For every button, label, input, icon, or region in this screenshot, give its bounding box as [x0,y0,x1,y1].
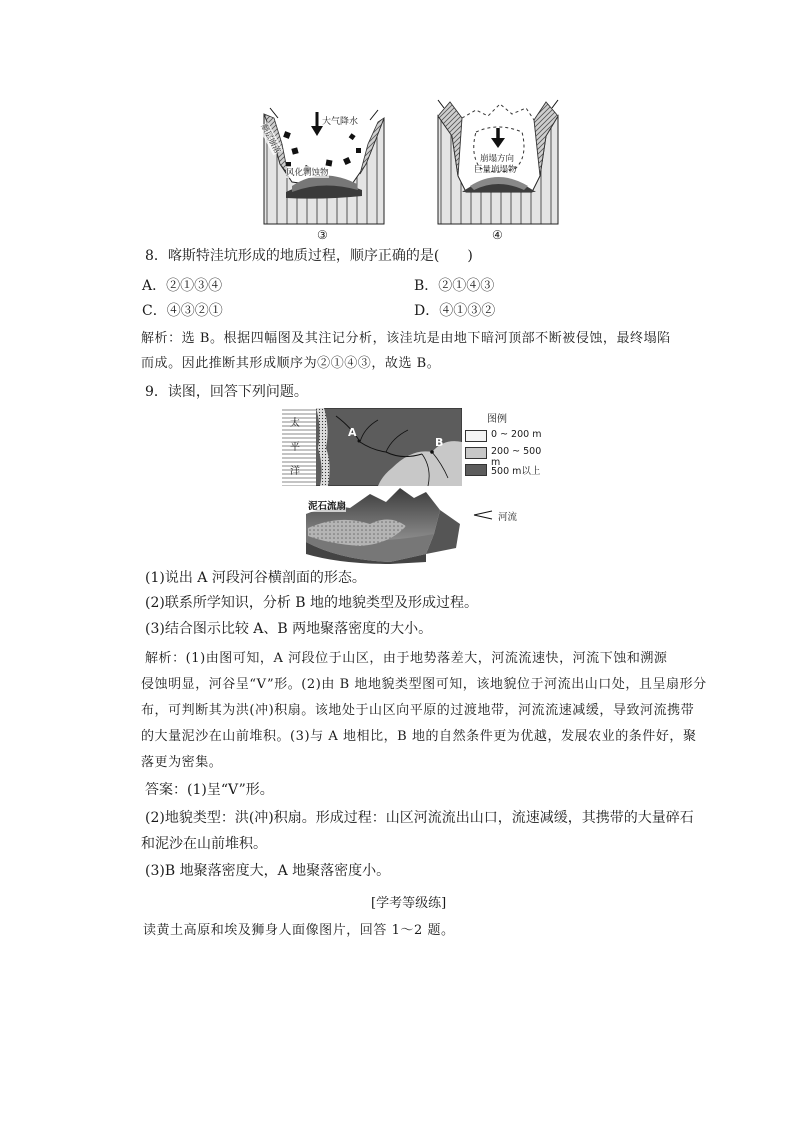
section-intro: 读黄土高原和埃及狮身人面像图片，回答 1～2 题。 [143,923,455,938]
figure-4-label-debris: 巨量崩塌物 [474,165,517,175]
q9-map-ocean-char-2: 平 [290,442,300,453]
q9-fan-block-svg [300,484,464,564]
q9-legend-swatch-3 [465,464,487,476]
q9-river-legend [472,507,532,523]
q9-map-point-b: B [435,436,444,449]
q9-solution-line-4: 的大量泥沙在山前堆积。(3)与 A 地相比，B 地的自然条件更为优越，发展农业的条件好，聚 [141,729,697,744]
river-icon [472,507,494,523]
q9-legend-item-1 [465,429,545,442]
q9-solution-line-2: 侵蚀明显，河谷呈“V”形。(2)由 B 地地貌类型图可知，该地貌位于河流出山口处，且呈扇形分 [141,677,707,692]
q9-legend-swatch-1 [465,430,487,442]
q9-solution-line-1: 解析：(1)由图可知，A 河段位于山区，由于地势落差大，河流流速快，河流下蚀和溯源 [145,651,668,666]
q9-map-ocean-char-3: 洋 [290,466,300,477]
q9-legend-title: 图例 [487,414,507,425]
q9-map-ocean-char-1: 太 [290,418,300,429]
figure-4-label-direction: 崩塌方向 [480,154,515,164]
q9-stem: 9．读图，回答下列问题。 [145,384,308,400]
q9-legend-swatch-2 [465,447,487,459]
figure-3-rock-label: 风化剥蚀物 [286,168,329,178]
q9-legend-item-2 [465,446,545,468]
figure-3 [259,104,386,226]
q9-answer-line-4: (3)B 地聚落密度大，A 地聚落密度小。 [145,863,391,879]
q9-river-label: 河流 [498,512,518,523]
q9-legend-label-3: 500 m以上 [491,466,541,477]
q9-sub-question-1: (1)说出 A 河段河谷横剖面的形态。 [145,570,366,586]
section-title: [学考等级练] [371,896,447,911]
q9-sub-question-2: (2)联系所学知识，分析 B 地的地貌类型及形成过程。 [145,595,479,611]
figure-3-rain-label: 大气降水 [322,117,359,127]
q8-solution-line-1: 解析：选 B。根据四幅图及其注记分析，该洼坑是由地下暗河顶部不断被侵蚀，最终塌陷 [141,331,671,346]
q9-map [282,408,462,486]
q8-solution-line-2: 而成。因此推断其形成顺序为②①④③，故选 B。 [141,356,441,371]
figure-4 [436,96,560,226]
q9-legend-label-2: 200 ~ 500 m [491,446,542,468]
figure-4-caption: ④ [492,228,503,242]
figure-3-caption: ③ [317,228,328,242]
q9-answer-line-3: 和泥沙在山前堆积。 [141,836,267,852]
q9-solution-line-3: 布，可判断其为洪(冲)积扇。该地处于山区向平原的过渡地带，河流流速减缓，导致河流携带 [141,703,695,718]
q9-legend-label-1: 0 ~ 200 m [491,429,542,440]
q8-option-b: B．②①④③ [414,278,495,294]
q8-option-c: C．④③②① [142,303,223,319]
q9-answer-line-1: 答案：(1)呈“V”形。 [145,782,274,798]
q9-answer-line-2: (2)地貌类型：洪(冲)积扇。形成过程：山区河流流出山口，流速减缓，其携带的大量碎石 [145,810,694,826]
q9-legend-item-3 [465,463,545,476]
q9-solution-line-5: 落更为密集。 [141,755,223,770]
q9-fan-block [300,484,464,564]
q9-map-point-a: A [348,426,357,439]
q9-fan-label: 泥石流扇 [308,498,346,512]
q8-stem: 8．喀斯特洼坑形成的地质过程，顺序正确的是( ) [145,248,473,264]
q8-option-d: D．④①③② [414,303,496,319]
q9-sub-question-3: (3)结合图示比较 A、B 两地聚落密度的大小。 [145,621,433,637]
q8-option-a: A．②①③④ [142,278,223,294]
figure-3-side-label: 顺层崩落 [259,122,283,155]
